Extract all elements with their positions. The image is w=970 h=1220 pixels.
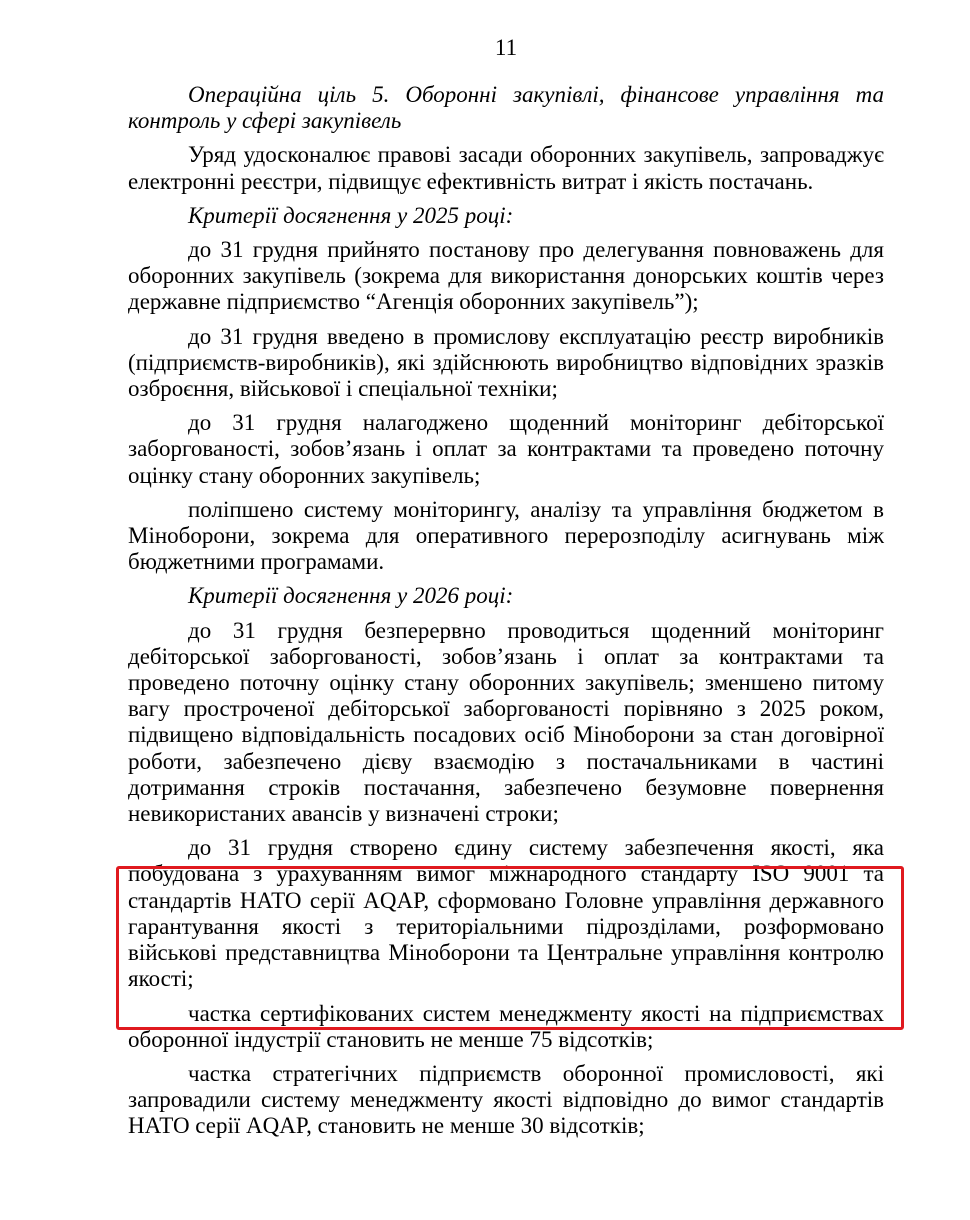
- page-number: 11: [494, 35, 518, 60]
- document-body: [128, 82, 884, 1148]
- section-intro: Уряд удосконалює правові засади оборонних закупівель, запроваджує електронні реєстри, підвищує ефективність витрат і якість постачань.: [128, 142, 884, 194]
- criteria-2025-item: до 31 грудня прийнято постанову про делегування повноважень для оборонних закупівель (зокрема для використання донорських коштів через державне підприємство “Агенція оборонних закупівель”);: [128, 237, 884, 315]
- criteria-2026-item: частка стратегічних підприємств оборонної промисловості, які запровадили систему менеджменту якості відповідно до вимог стандартів НАТО серії AQAP, становить не менше 30 відсотків;: [128, 1060, 884, 1139]
- criteria-2026-item: до 31 грудня безперервно проводиться щоденний моніторинг дебіторської заборгованості, зобов’язань і оплат за контрактами та проведено поточну оцінку стану оборонних закупівель; зменшено питому вагу простроченої дебіторської заборгованості порівняно з 2025 роком, підвищено відповідальність посадових осіб Міноборони за стан договірної роботи, забезпечено дієву взаємодію з постачальниками в частині дотримання строків постачання, забезпечено безумовне повернення невикористаних авансів у визначені строки;: [128, 617, 884, 827]
- criteria-2025-item: до 31 грудня введено в промислову експлуатацію реєстр виробників (підприємств-виробників), які здійснюють виробництво відповідних зразків озброєння, військової і спеціальної техніки;: [128, 323, 884, 402]
- criteria-2025-heading: Критерії досягнення у 2025 році:: [188, 202, 514, 228]
- criteria-2026-heading: Критерії досягнення у 2026 році:: [188, 583, 514, 609]
- section-heading: Операційна ціль 5. Оборонні закупівлі, фінансове управління та контроль у сфері закупівель: [128, 82, 884, 134]
- criteria-2026-item-highlighted: до 31 грудня створено єдину систему забезпечення якості, яка побудована з урахуванням вимог міжнародного стандарту ISO 9001 та стандартів НАТО серії AQAP, сформовано Головне управління державного гарантування якості з територіальними підрозділами, розформовано військові представництва Міноборони та Центральне управління контролю якості;: [128, 835, 884, 992]
- criteria-2025-item: до 31 грудня налагоджено щоденний моніторинг дебіторської заборгованості, зобов’язань і оплат за контрактами та проведено поточну оцінку стану оборонних закупівель;: [128, 410, 884, 488]
- criteria-2026-item: частка сертифікованих систем менеджменту якості на підприємствах оборонної індустрії становить не менше 75 відсотків;: [128, 1000, 884, 1052]
- criteria-2025-item: поліпшено систему моніторингу, аналізу та управління бюджетом в Міноборони, зокрема для оперативного перерозподілу асигнувань між бюджетними програмами.: [128, 496, 884, 575]
